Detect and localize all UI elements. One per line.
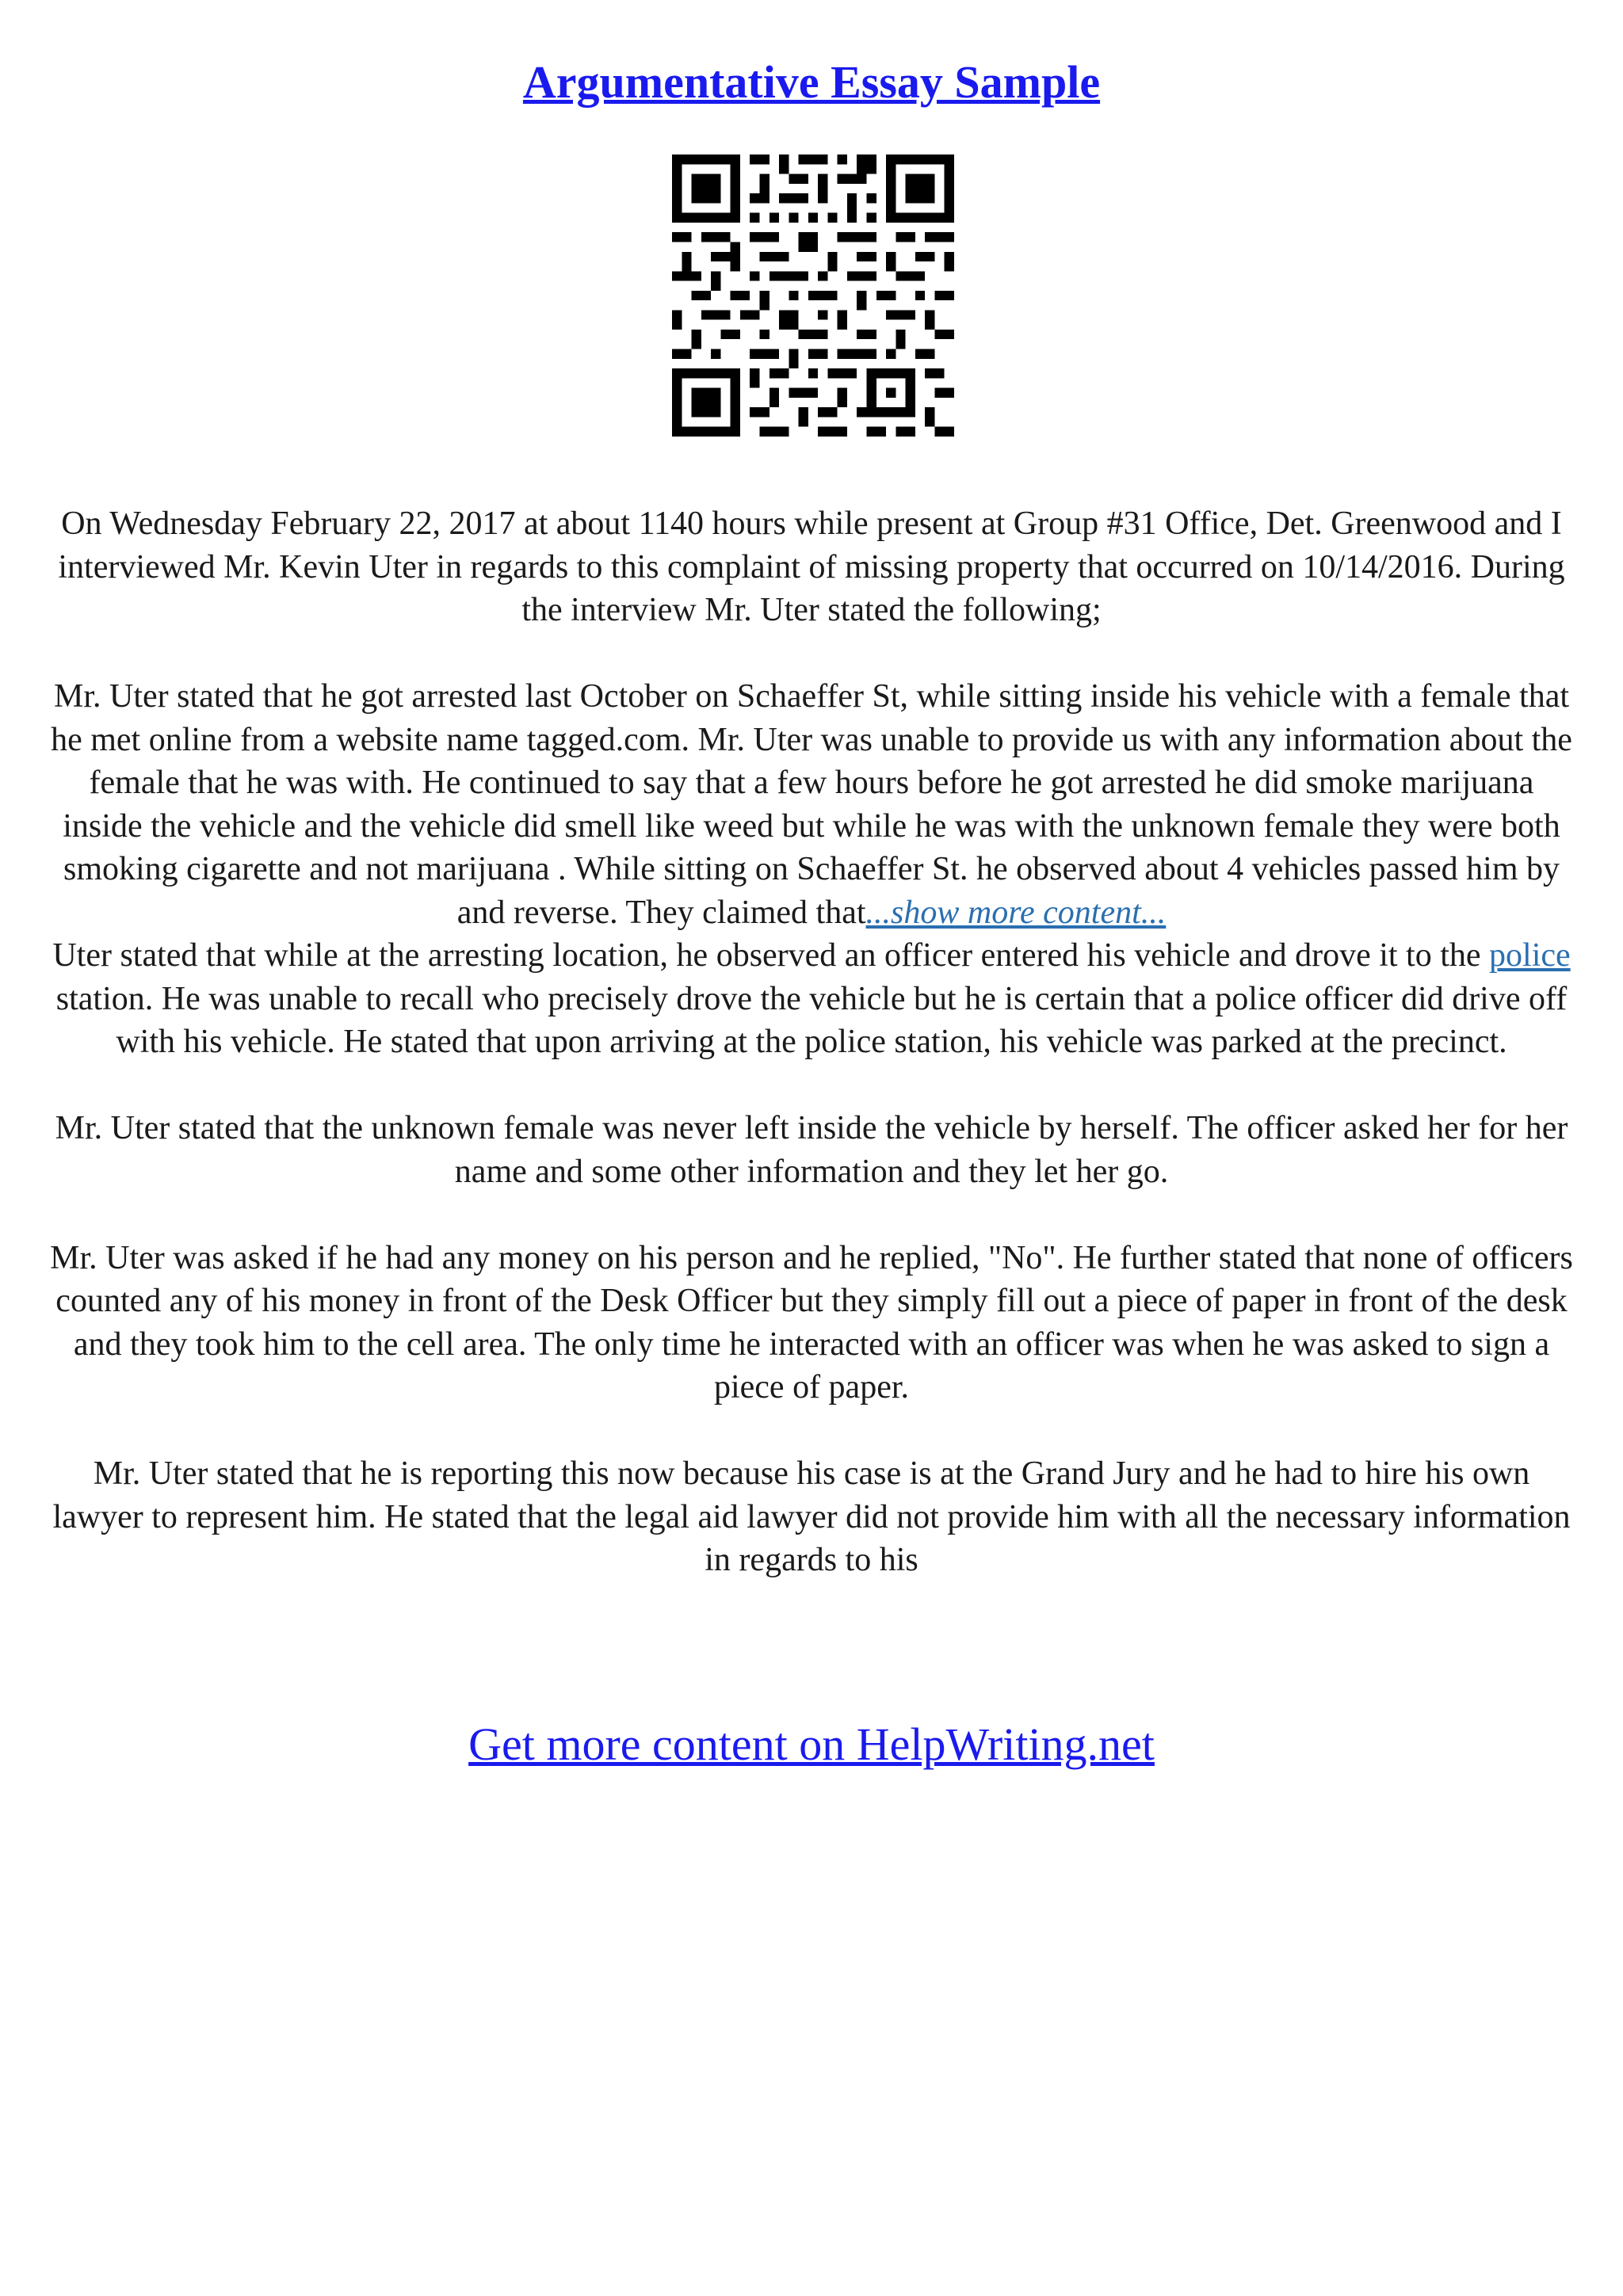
paragraph-5: Mr. Uter was asked if he had any money on his person and he replied, "No". He further stated that none of officers counted any of his money in front of the Desk Officer but they simply fill out a piece of paper in front of the desk and they took him to the cell area. The only time he interacted with an officer was when he was asked to sign a piece of paper. [50,1239,1573,1405]
paragraph-4: Mr. Uter stated that the unknown female was never left inside the vehicle by herself. The officer asked her for her name and some other information and they let her go. [55,1110,1568,1190]
paragraph-gap [48,1409,1575,1453]
paragraph-2-text: Mr. Uter stated that he got arrested last October on Schaeffer St, while sitting inside his vehicle with a female that he met online from a website name tagged.com. Mr. Uter was unable to provide us with any information about the female that he was with. He continued to say that a few hours before he got arrested he did smoke marijuana inside the vehicle and the vehicle did smell like weed but while he was with the unknown female they were both smoking cigarette and not marijuana . While sitting on Schaeffer St. he observed about 4 vehicles passed him by and reverse. They claimed that [51,678,1572,931]
essay-body [48,502,1575,1582]
police-link[interactable]: police [1489,937,1571,974]
qr-code-icon [672,154,954,437]
paragraph-3-text-after: station. He was unable to recall who precisely drove the vehicle but he is certain that a police officer did drive off with his vehicle. He stated that upon arriving at the police station, his vehicle was parked at the precinct. [55,980,1568,1060]
show-more-link[interactable]: ...show more content... [865,894,1167,931]
paragraph-gap [48,632,1575,676]
paragraph-2 [48,675,1575,934]
paragraph-3 [48,934,1575,1064]
helpwriting-link[interactable]: Get more content on HelpWriting.net [468,1718,1155,1770]
paragraph-1: On Wednesday February 22, 2017 at about 1140 hours while present at Group #31 Office, Det. Greenwood and I interviewed Mr. Kevin Uter in regards to this complaint of missing property that occurred on 10/14/2016. During the interview Mr. Uter stated the following; [58,505,1565,628]
paragraph-6: Mr. Uter stated that he is reporting this now because his case is at the Grand Jury and he had to hire his own lawyer to represent him. He stated that the legal aid lawyer did not provide him with all the necessary information in regards to his [52,1455,1571,1578]
essay-title-link[interactable]: Argumentative Essay Sample [522,56,1101,108]
paragraph-3-text-before: Uter stated that while at the arresting location, he observed an officer entered his vehicle and drove it to the [52,937,1490,974]
paragraph-gap [48,1064,1575,1108]
paragraph-gap [48,1193,1575,1237]
